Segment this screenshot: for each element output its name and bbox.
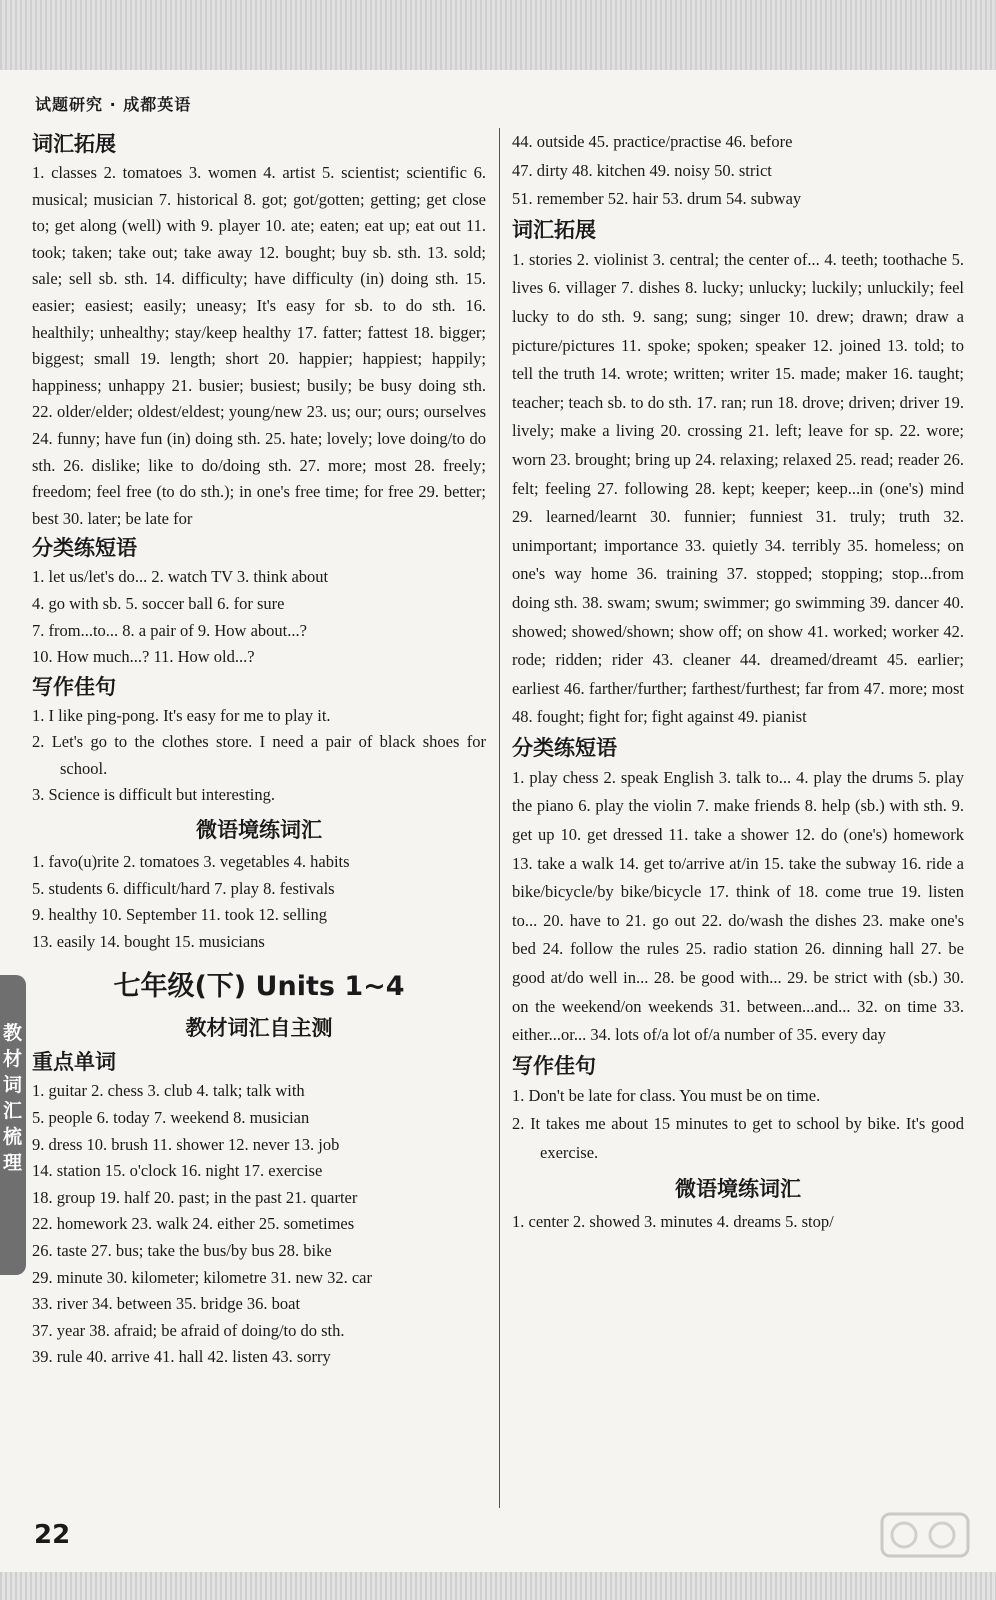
bottom-scan-band bbox=[0, 1572, 996, 1600]
section-heading-centered: 教材词汇自主测 bbox=[185, 1016, 333, 1041]
unit-title: 七年级(下) Units 1~4 bbox=[113, 971, 405, 1003]
answer-entry: 1. play chess 2. speak English 3. talk to... 4. play the drums 5. play the piano 6. play the violin 7. make friends 8. help (sb.) with sth. 9. get up 10. get dressed 11. take a shower 12. do (one's) homework 13. take a walk 14. get to/arrive at/in 15. take the subway 16. ride a bike/bicycle/by bike/bicycle 17. think of 18. come true 19. listen to... 20. have to 21. go out 22. do/wash the dishes 23. make one's bed 24. follow the rules 25. radio station 26. dinning hall 27. be good at/do well in... 28. be good with... 29. be strict with (sb.) 30. on the weekend/on weekends 31. between...and... 32. on time 33. either...or... 34. lots of/a lot of/a number of 35. every day bbox=[512, 767, 964, 1045]
sentence-entry: 2. It takes me about 15 minutes to get to school by bike. It's good exercise. bbox=[512, 1114, 964, 1162]
answer-entry: 29. minute 30. kilometer; kilometre 31. new 32. car bbox=[32, 1267, 372, 1287]
answer-entry: 5. students 6. difficult/hard 7. play 8. festivals bbox=[32, 878, 335, 898]
column-divider bbox=[499, 128, 500, 1508]
section-heading: 词汇拓展 bbox=[512, 217, 596, 242]
section-heading-centered: 微语境练词汇 bbox=[196, 818, 322, 843]
answer-entry: 39. rule 40. arrive 41. hall 42. listen 43. sorry bbox=[32, 1347, 331, 1367]
left-column bbox=[30, 128, 488, 1371]
right-column bbox=[510, 128, 966, 1236]
answer-entry: 47. dirty 48. kitchen 49. noisy 50. strict bbox=[512, 160, 772, 180]
side-tab-label: 教材词汇梳理 bbox=[3, 1022, 23, 1174]
watermark-stamp-icon bbox=[880, 1510, 970, 1560]
section-heading: 分类练短语 bbox=[512, 735, 617, 760]
answer-entry: 18. group 19. half 20. past; in the past 21. quarter bbox=[32, 1187, 358, 1207]
answer-entry: 1. let us/let's do... 2. watch TV 3. think about bbox=[32, 567, 329, 587]
answer-entry: 44. outside 45. practice/practise 46. before bbox=[512, 132, 793, 151]
answer-entry: 1. favo(u)rite 2. tomatoes 3. vegetables 4. habits bbox=[32, 852, 350, 872]
page-number: 22 bbox=[34, 1520, 71, 1550]
answer-entry: 33. river 34. between 35. bridge 36. boat bbox=[32, 1294, 301, 1314]
section-heading: 写作佳句 bbox=[512, 1053, 596, 1078]
answer-entry: 7. from...to... 8. a pair of 9. How about...? bbox=[32, 620, 307, 640]
answer-entry: 13. easily 14. bought 15. musicians bbox=[32, 931, 265, 951]
answer-entry: 1. guitar 2. chess 3. club 4. talk; talk with bbox=[32, 1081, 305, 1101]
answer-entry: 1. stories 2. violinist 3. central; the center of... 4. teeth; toothache 5. lives 6. villager 7. dishes 8. lucky; unlucky; luckily; unluckily; feel lucky to do sth. 9. sang; sung; singer 10. drew; drawn; draw a picture/pictures 11. spoke; spoken; speaker 12. joined 13. told; to tell the truth 14. wrote; written; writer 15. made; maker 16. taught; teacher; teach sb. to do sth. 17. ran; run 18. drove; driven; driver 19. lively; make a living 20. crossing 21. left; leave for sp. 22. wore; worn 23. brought; bring up 24. relaxing; relaxed 25. read; reader 26. felt; feeling 27. following 28. kept; keeper; keep...in (one's) mind 29. learned/learnt 30. funnier; funniest 31. truly; truth 32. unimportant; importance 33. quietly 34. terribly 35. homeless; on one's way home 36. training 37. stopped; stopping; stop...from doing sth. 38. swam; swum; swimmer; go swimming 39. dancer 40. showed; showed/shown; show off; on show 41. worked; worker 42. rode; ridden; rider 43. cleaner 44. dreamed/dreamt 45. earlier; earliest 46. farther/further; farthest/furthest; far from 47. more; most 48. fought; fight for; fight against 49. pianist bbox=[512, 249, 964, 727]
sentence-entry: 1. I like ping-pong. It's easy for me to play it. bbox=[32, 705, 331, 725]
answer-entry: 14. station 15. o'clock 16. night 17. exercise bbox=[32, 1161, 323, 1181]
answer-entry: 37. year 38. afraid; be afraid of doing/to do sth. bbox=[32, 1320, 345, 1340]
answer-entry: 4. go with sb. 5. soccer ball 6. for sure bbox=[32, 593, 285, 613]
sentence-entry: 2. Let's go to the clothes store. I need a pair of black shoes for school. bbox=[32, 732, 486, 778]
section-heading: 写作佳句 bbox=[32, 674, 116, 699]
section-heading: 分类练短语 bbox=[32, 536, 137, 561]
answer-entry: 51. remember 52. hair 53. drum 54. subway bbox=[512, 189, 802, 209]
side-tab bbox=[0, 975, 26, 1275]
section-heading: 重点单词 bbox=[32, 1050, 116, 1075]
answer-entry: 9. healthy 10. September 11. took 12. selling bbox=[32, 905, 327, 925]
section-heading-centered: 微语境练词汇 bbox=[675, 1176, 801, 1201]
answer-entry: 9. dress 10. brush 11. shower 12. never 13. job bbox=[32, 1134, 340, 1154]
sentence-entry: 1. Don't be late for class. You must be on time. bbox=[512, 1085, 821, 1105]
answer-entry: 5. people 6. today 7. weekend 8. musician bbox=[32, 1108, 310, 1128]
section-heading: 词汇拓展 bbox=[32, 132, 116, 156]
top-scan-band bbox=[0, 0, 996, 70]
answer-entry: 1. center 2. showed 3. minutes 4. dreams 5. stop/ bbox=[512, 1211, 834, 1231]
answer-entry: 1. classes 2. tomatoes 3. women 4. artist 5. scientist; scientific 6. musical; musician 7. historical 8. got; got/gotten; getting; get close to; get along (well) with 9. player 10. ate; eaten; eat up; eat out 11. took; taken; take out; take away 12. bought; buy sb. sth. 13. sold; sale; sell sb. sth. 14. difficulty; have difficulty (in) doing sth. 15. easier; easiest; easily; uneasy; It's easy for sb. to do sth. 16. healthily; unhealthy; stay/keep healthy 17. fatter; fattest 18. bigger; biggest; small 19. length; short 20. happier; happiest; happily; happiness; unhappy 21. busier; busiest; busily; be busy doing sth. 22. older/elder; oldest/eldest; young/new 23. us; our; ours; ourselves 24. funny; have fun (in) doing sth. 25. hate; lovely; love doing/to do sth. 26. dislike; like to do/doing sth. 27. more; most 28. freely; freedom; feel free (to do sth.); in one's free time; for free 29. better; best 30. later; be late for bbox=[32, 163, 486, 528]
page-header: 试题研究 · 成都英语 bbox=[35, 95, 192, 114]
sentence-entry: 3. Science is difficult but interesting. bbox=[32, 785, 276, 805]
answer-entry: 10. How much...? 11. How old...? bbox=[32, 647, 255, 667]
answer-entry: 22. homework 23. walk 24. either 25. sometimes bbox=[32, 1214, 355, 1234]
answer-entry: 26. taste 27. bus; take the bus/by bus 28. bike bbox=[32, 1241, 332, 1260]
